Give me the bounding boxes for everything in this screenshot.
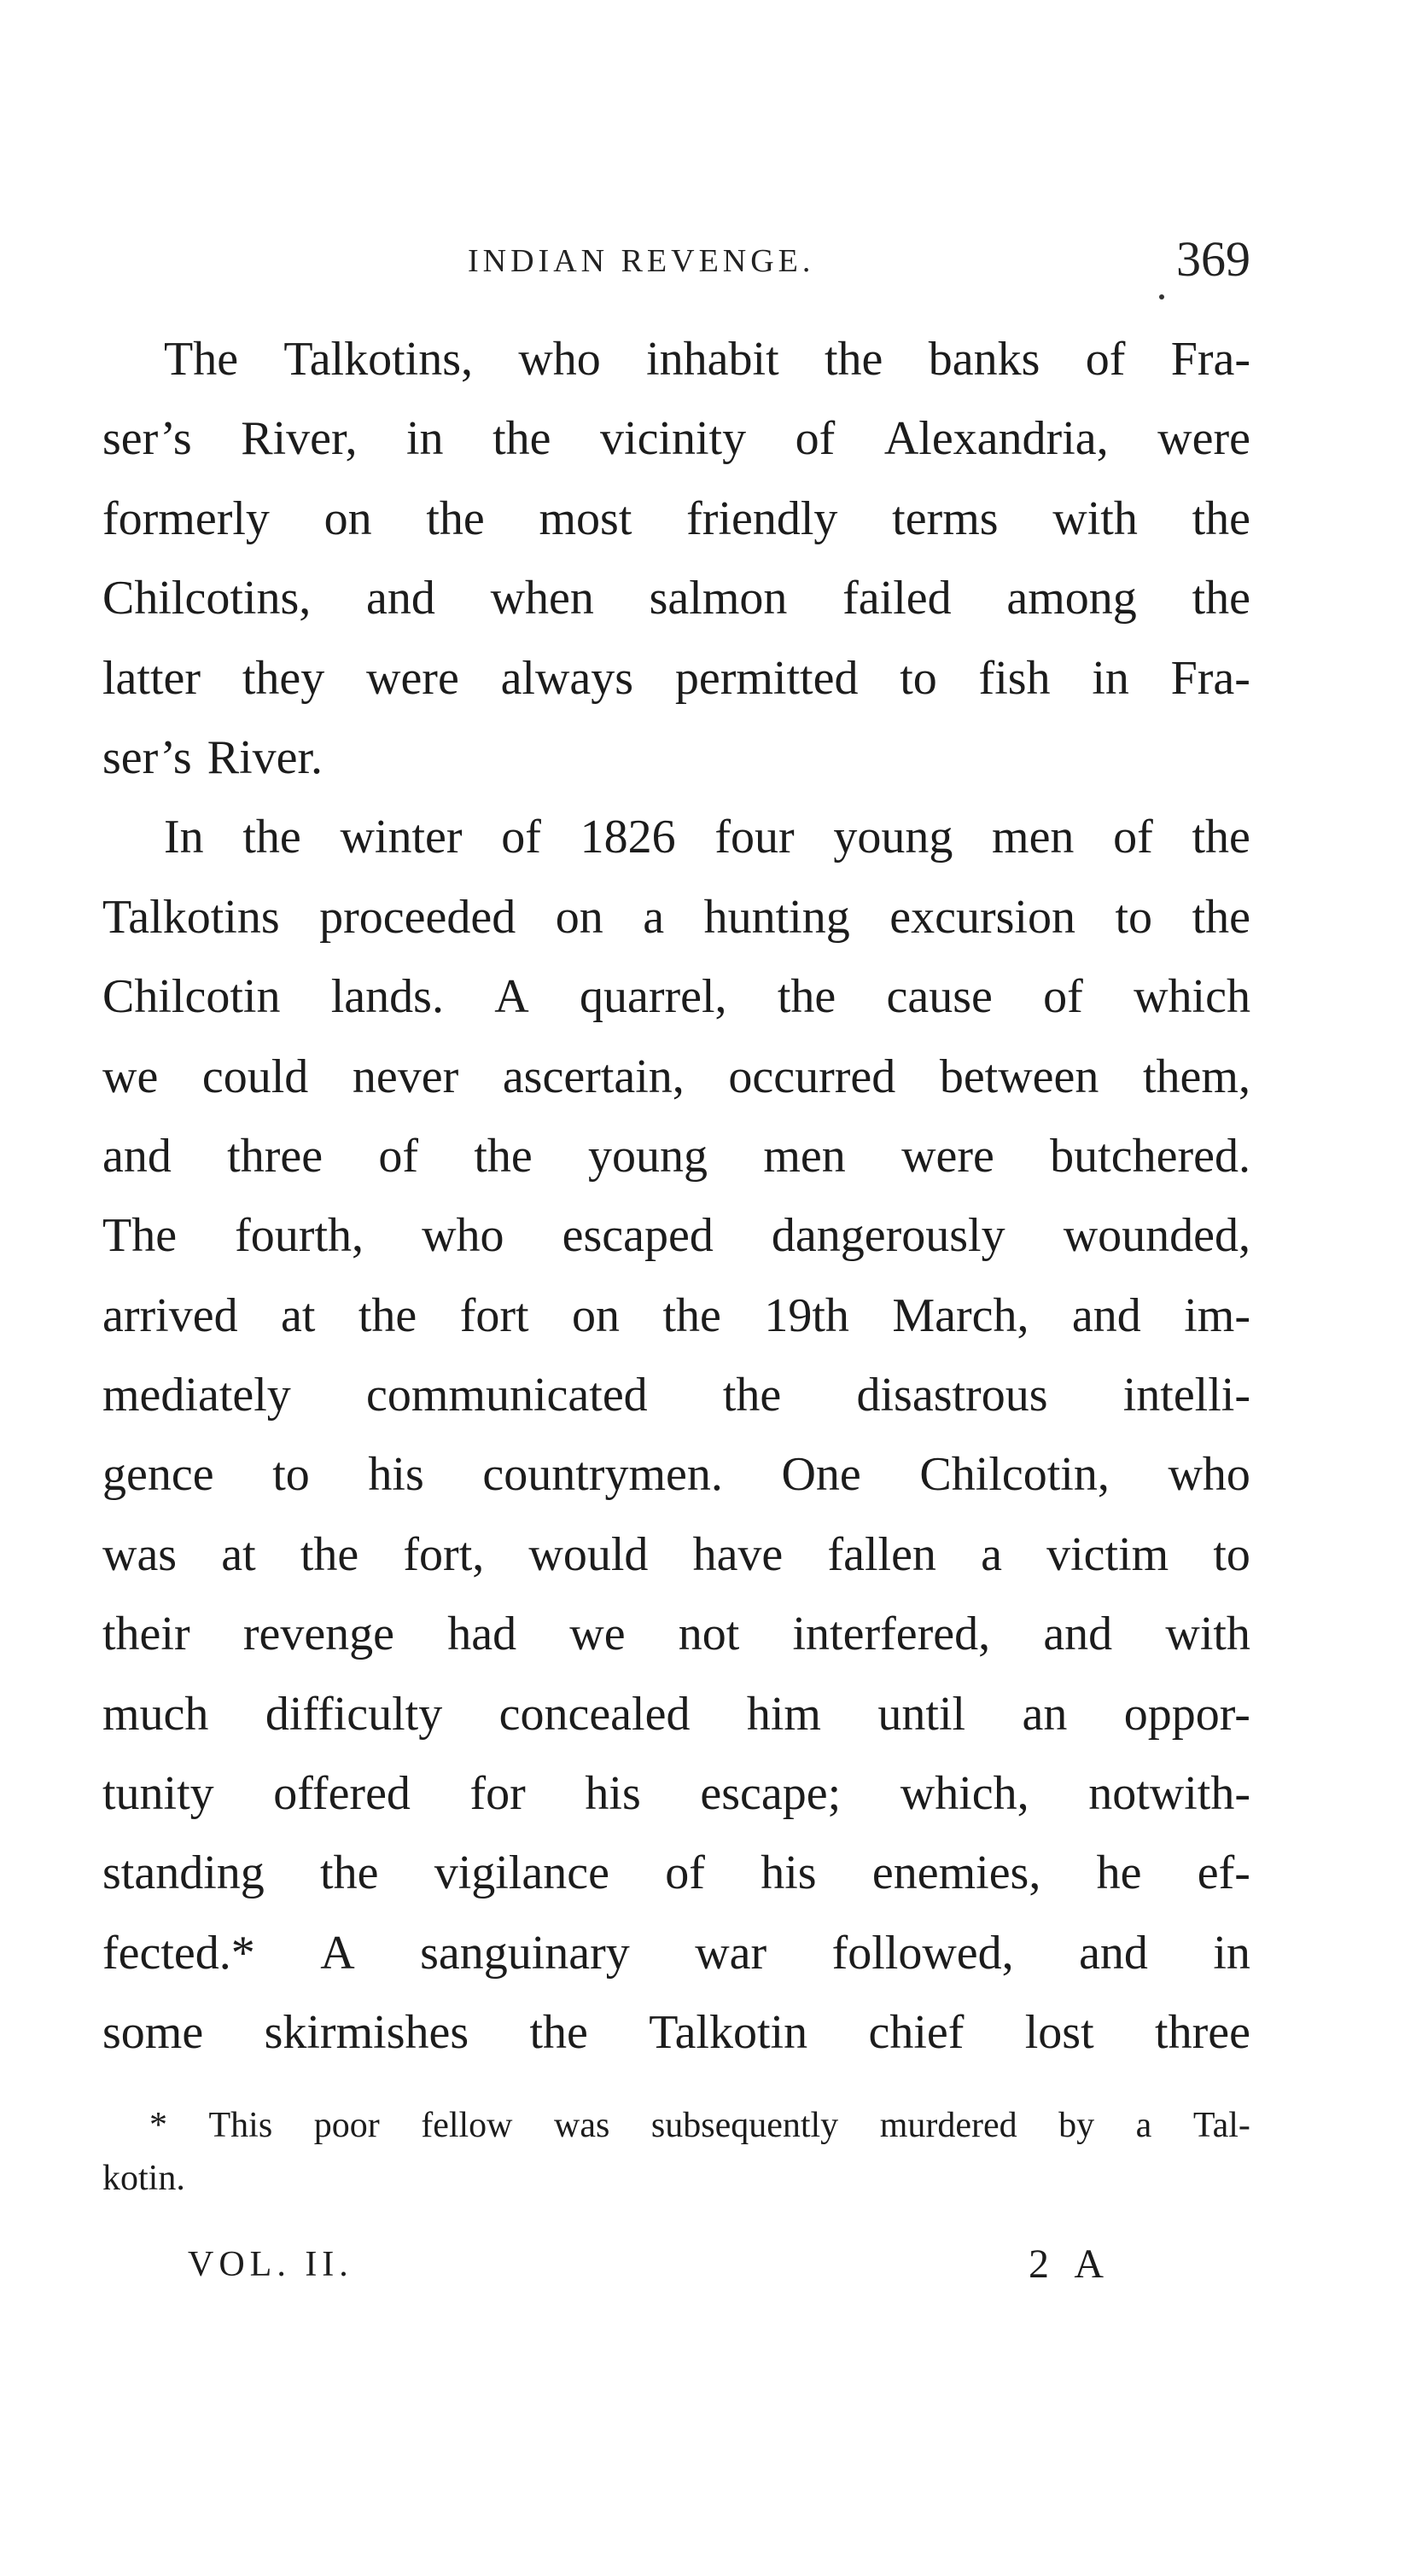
- word: on: [572, 1288, 621, 1342]
- word: the: [529, 2006, 588, 2060]
- footnote: [102, 2099, 1250, 2205]
- text-line: [102, 559, 1250, 638]
- word: war: [695, 1926, 767, 1980]
- word: most: [539, 491, 632, 545]
- word: some: [102, 2006, 204, 2060]
- word: among: [1006, 572, 1137, 625]
- word: Talkotins: [102, 890, 280, 944]
- word: Talkotin: [649, 2006, 808, 2060]
- word: who: [1168, 1448, 1250, 1502]
- word: his: [761, 1846, 817, 1900]
- word: would: [528, 1527, 649, 1581]
- word: they: [242, 651, 325, 705]
- word: victim: [1046, 1527, 1169, 1581]
- word: im-: [1184, 1288, 1250, 1342]
- text-line: [102, 399, 1250, 479]
- word: have: [692, 1527, 784, 1581]
- word: to: [1115, 890, 1153, 944]
- word: *: [149, 2106, 167, 2145]
- word: Fra-: [1170, 651, 1250, 705]
- word: the: [493, 412, 551, 466]
- word: their: [102, 1608, 190, 1661]
- word: of: [1113, 811, 1153, 864]
- word: fort: [459, 1288, 529, 1342]
- body-text: [102, 320, 1250, 2073]
- word: hunting: [703, 890, 850, 944]
- text-line: [102, 957, 1250, 1037]
- word: who: [422, 1209, 504, 1263]
- word: the: [824, 333, 883, 386]
- word: March,: [892, 1288, 1029, 1342]
- text-line: [102, 1117, 1250, 1196]
- word: revenge: [242, 1608, 395, 1661]
- text-line: [102, 798, 1250, 877]
- word: a: [981, 1527, 1002, 1581]
- word: butchered.: [1050, 1129, 1250, 1183]
- print-speck: [1159, 294, 1164, 299]
- word: fallen: [827, 1527, 936, 1581]
- text-line: [102, 1834, 1250, 1913]
- word: three: [227, 1129, 323, 1183]
- word: the: [1192, 572, 1250, 625]
- word: intelli-: [1122, 1369, 1250, 1422]
- word: was: [554, 2106, 610, 2145]
- word: friendly: [686, 491, 838, 545]
- text-line: [102, 1356, 1250, 1435]
- word: Chilcotin: [102, 970, 281, 1024]
- word: the: [662, 1288, 721, 1342]
- word: fellow: [421, 2106, 513, 2145]
- word: Alexandria,: [883, 412, 1109, 466]
- word: latter: [102, 651, 201, 705]
- word: never: [352, 1050, 459, 1103]
- word: a: [643, 890, 665, 944]
- word: the: [1192, 890, 1250, 944]
- text-line: [102, 1435, 1250, 1515]
- word: Tal-: [1192, 2106, 1250, 2145]
- word: gence: [102, 1448, 214, 1502]
- word: fish: [978, 651, 1051, 705]
- text-line: [102, 1276, 1250, 1356]
- word: notwith-: [1088, 1767, 1250, 1821]
- word: followed,: [831, 1926, 1014, 1980]
- word: of: [665, 1846, 705, 1900]
- word: ef-: [1197, 1846, 1250, 1900]
- word: wounded,: [1063, 1209, 1250, 1263]
- word: the: [320, 1846, 379, 1900]
- word: interfered,: [792, 1608, 991, 1661]
- word: men: [992, 811, 1075, 864]
- word: at: [281, 1288, 316, 1342]
- word: to: [272, 1448, 310, 1502]
- word: young: [833, 811, 953, 864]
- word: always: [500, 651, 634, 705]
- word: A: [494, 970, 529, 1024]
- word: Chilcotin,: [919, 1448, 1110, 1502]
- word: to: [1213, 1527, 1250, 1581]
- word: with: [1165, 1608, 1250, 1661]
- word: 19th: [764, 1288, 849, 1342]
- word: which: [1134, 970, 1250, 1024]
- word: the: [777, 970, 836, 1024]
- word: concealed: [498, 1687, 691, 1741]
- word: fort,: [403, 1527, 485, 1581]
- word: of: [501, 811, 541, 864]
- word: excursion: [889, 890, 1075, 944]
- word: terms: [892, 491, 999, 545]
- word: winter: [340, 811, 463, 864]
- word: which,: [900, 1767, 1029, 1821]
- word: ser’s: [102, 730, 192, 784]
- text-line: [102, 1595, 1250, 1674]
- word: were: [901, 1129, 994, 1183]
- word: four: [714, 811, 795, 864]
- word: in: [405, 412, 444, 466]
- word: inhabit: [646, 333, 779, 386]
- word: subsequently: [650, 2106, 839, 2145]
- word: arrived: [102, 1288, 238, 1342]
- footnote-line: [102, 2152, 1250, 2205]
- word: sanguinary: [420, 1926, 630, 1980]
- word: This: [208, 2106, 273, 2145]
- word: Chilcotins,: [102, 572, 312, 625]
- text-line: [102, 1038, 1250, 1117]
- word: Fra-: [1170, 333, 1250, 386]
- word: quarrel,: [579, 970, 727, 1024]
- word: the: [358, 1288, 417, 1342]
- word: his: [368, 1448, 424, 1502]
- word: occurred: [728, 1050, 896, 1103]
- word: them,: [1142, 1050, 1250, 1103]
- word: the: [1192, 491, 1250, 545]
- word: ser’s: [102, 412, 192, 466]
- word: who: [518, 333, 601, 386]
- word: countrymen.: [482, 1448, 723, 1502]
- word: lost: [1024, 2006, 1094, 2060]
- word: could: [201, 1050, 309, 1103]
- word: on: [323, 491, 372, 545]
- word: standing: [102, 1846, 265, 1900]
- word: and: [102, 1129, 172, 1183]
- word: ascertain,: [502, 1050, 685, 1103]
- word: of: [795, 412, 836, 466]
- word: communicated: [366, 1369, 648, 1422]
- word: was: [102, 1527, 178, 1581]
- word: Talkotins,: [283, 333, 474, 386]
- word: his: [585, 1767, 641, 1821]
- text-line: [102, 320, 1250, 399]
- word: difficulty: [265, 1687, 443, 1741]
- volume-label: VOL. II.: [188, 2245, 353, 2284]
- word: oppor-: [1123, 1687, 1250, 1741]
- word: of: [378, 1129, 419, 1183]
- word: the: [242, 811, 301, 864]
- text-line: [102, 1196, 1250, 1276]
- word: the: [474, 1129, 533, 1183]
- word: kotin.: [102, 2159, 185, 2198]
- word: on: [555, 890, 603, 944]
- word: formerly: [102, 491, 270, 545]
- word: we: [102, 1050, 159, 1103]
- word: escaped: [562, 1209, 714, 1263]
- word: in: [1092, 651, 1129, 705]
- word: River.: [207, 730, 323, 784]
- text-line: [102, 480, 1250, 559]
- word: The: [164, 333, 239, 386]
- word: a: [1135, 2106, 1152, 2145]
- word: and: [1043, 1608, 1113, 1661]
- word: the: [722, 1369, 782, 1422]
- word: permitted: [674, 651, 859, 705]
- word: lands.: [330, 970, 444, 1024]
- signature-mark: 2 A: [1029, 2242, 1113, 2287]
- text-line: [102, 1515, 1250, 1595]
- word: he: [1096, 1846, 1142, 1900]
- page-number: 369: [1176, 231, 1250, 287]
- running-head: [102, 230, 1250, 299]
- text-line: [102, 1675, 1250, 1754]
- word: to: [900, 651, 937, 705]
- word: vigilance: [434, 1846, 609, 1900]
- word: three: [1155, 2006, 1250, 2060]
- word: poor: [313, 2106, 380, 2145]
- word: failed: [842, 572, 952, 625]
- word: cause: [886, 970, 993, 1024]
- word: not: [678, 1608, 740, 1661]
- word: skirmishes: [264, 2006, 469, 2060]
- word: In: [164, 811, 204, 864]
- word: the: [1192, 811, 1250, 864]
- word: of: [1043, 970, 1083, 1024]
- text-line: [102, 1914, 1250, 1993]
- word: an: [1022, 1687, 1068, 1741]
- word: tunity: [102, 1767, 214, 1821]
- word: River,: [241, 412, 358, 466]
- text-line: [102, 878, 1250, 957]
- word: between: [939, 1050, 1099, 1103]
- word: offered: [273, 1767, 411, 1821]
- word: fected.*: [102, 1926, 255, 1980]
- word: for: [469, 1767, 526, 1821]
- word: The: [102, 1209, 178, 1263]
- word: fourth,: [235, 1209, 364, 1263]
- word: at: [221, 1527, 256, 1581]
- word: men: [763, 1129, 846, 1183]
- word: by: [1058, 2106, 1095, 2145]
- text-line: [102, 1993, 1250, 2073]
- word: A: [320, 1926, 355, 1980]
- word: young: [588, 1129, 708, 1183]
- word: dangerously: [771, 1209, 1005, 1263]
- word: escape;: [700, 1767, 842, 1821]
- word: and: [1079, 1926, 1148, 1980]
- page-footer: [102, 2244, 1250, 2304]
- word: chief: [868, 2006, 965, 2060]
- text-line: [102, 1754, 1250, 1834]
- word: banks: [928, 333, 1040, 386]
- word: of: [1085, 333, 1126, 386]
- word: much: [102, 1687, 209, 1741]
- word: had: [447, 1608, 517, 1661]
- word: 1826: [580, 811, 676, 864]
- text-line: [102, 639, 1250, 718]
- word: mediately: [102, 1369, 291, 1422]
- word: were: [1157, 412, 1250, 466]
- word: enemies,: [871, 1846, 1041, 1900]
- word: we: [569, 1608, 626, 1661]
- footnote-line: [102, 2099, 1250, 2152]
- word: him: [746, 1687, 821, 1741]
- word: with: [1052, 491, 1138, 545]
- word: murdered: [879, 2106, 1017, 2145]
- word: salmon: [649, 572, 788, 625]
- word: the: [426, 491, 485, 545]
- word: vicinity: [600, 412, 747, 466]
- word: and: [1071, 1288, 1141, 1342]
- word: the: [300, 1527, 359, 1581]
- word: when: [490, 572, 594, 625]
- word: and: [365, 572, 435, 625]
- word: disastrous: [856, 1369, 1048, 1422]
- text-line: [102, 718, 1250, 798]
- word: in: [1213, 1926, 1250, 1980]
- running-title: INDIAN REVENGE.: [468, 243, 815, 279]
- word: were: [366, 651, 459, 705]
- word: until: [877, 1687, 966, 1741]
- word: One: [781, 1448, 861, 1502]
- word: proceeded: [319, 890, 516, 944]
